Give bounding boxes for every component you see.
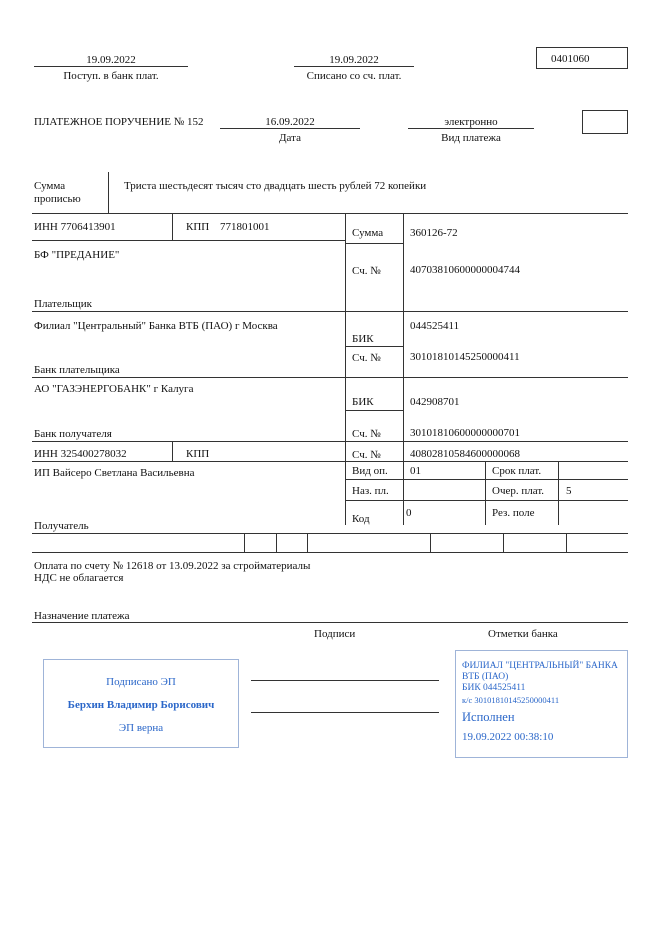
recipient-name: ИП Вайсеро Светлана Васильевна: [34, 467, 195, 479]
payer-role-label: Плательщик: [34, 298, 92, 310]
bank-stamp-line-2: ВТБ (ПАО): [462, 672, 509, 682]
budget-divider-5: [503, 533, 504, 552]
payer-bank-bik-label: БИК: [352, 333, 374, 345]
signature-line-2: [251, 712, 439, 713]
form-code-box: [536, 47, 628, 69]
recipient-inn-row-line: [32, 461, 345, 462]
budget-divider-3: [307, 533, 308, 552]
priority-value: 5: [566, 485, 572, 497]
payer-account-label: Сч. №: [352, 265, 381, 277]
payer-bank-role-label: Банк плательщика: [34, 364, 120, 376]
amount-words-label-2: прописью: [34, 193, 81, 205]
recipient-inn: ИНН 325400278032: [34, 448, 127, 460]
bank-stamp-datetime: 19.09.2022 00:38:10: [462, 731, 554, 743]
code-value: 0: [406, 507, 412, 519]
budget-divider-2: [276, 533, 277, 552]
recipient-row-line: [32, 533, 628, 534]
budget-row-line: [32, 552, 628, 553]
amount-words-divider: [108, 172, 109, 214]
amount-words-value: Триста шестьдесят тысяч сто двадцать шесть рублей 72 копейки: [124, 180, 427, 192]
budget-divider-6: [566, 533, 567, 552]
bank-stamp-status: Исполнен: [462, 710, 515, 724]
payer-bank-bik-line: [345, 346, 403, 347]
signature-stamp: [43, 659, 239, 748]
recipient-bank-row-line: [32, 441, 628, 442]
recipient-bank-bik-label: БИК: [352, 396, 374, 408]
received-date: 19.09.2022: [86, 54, 136, 66]
bank-stamp-line-4: к/с 30101810145250000411: [462, 695, 560, 705]
op-type-row-line: [345, 479, 628, 480]
debited-date: 19.09.2022: [329, 54, 379, 66]
order-date: 16.09.2022: [265, 116, 315, 128]
received-date-line: [34, 66, 188, 67]
purpose-label: Назначение платежа: [34, 610, 130, 622]
payer-bank-row-line: [32, 377, 628, 378]
order-date-label: Дата: [279, 132, 301, 144]
recipient-account-label: Сч. №: [352, 449, 381, 461]
order-date-line: [220, 128, 360, 129]
bank-stamp: [455, 650, 628, 758]
order-title: ПЛАТЕЖНОЕ ПОРУЧЕНИЕ № 152: [34, 116, 204, 128]
debited-date-line: [294, 66, 414, 67]
bank-stamp-line-3: БИК 044525411: [462, 683, 526, 693]
recipient-bank-account: 30101810600000000701: [410, 427, 520, 439]
payer-bank-account-label: Сч. №: [352, 352, 381, 364]
form-code: 0401060: [551, 53, 590, 65]
recipient-account-row-line: [345, 461, 628, 462]
payer-bank-name: Филиал "Центральный" Банка ВТБ (ПАО) г Москва: [34, 320, 278, 332]
payer-bank-bik: 044525411: [410, 320, 460, 332]
sum-value: 360126-72: [410, 227, 458, 239]
signatures-label: Подписи: [314, 628, 356, 640]
payer-bank-account: 30101810145250000411: [410, 351, 520, 363]
payer-inn: ИНН 7706413901: [34, 221, 116, 233]
priority-label: Очер. плат.: [492, 485, 545, 497]
recipient-bank-account-label: Сч. №: [352, 428, 381, 440]
signed-label: Подписано ЭП: [106, 676, 176, 688]
budget-divider-1: [244, 533, 245, 552]
purpose-code-label: Наз. пл.: [352, 485, 389, 497]
signature-line-1: [251, 680, 439, 681]
signature-verified: ЭП верна: [118, 722, 164, 734]
recipient-inn-divider: [172, 441, 173, 461]
op-type-value: 01: [410, 465, 421, 477]
bank-marks-label: Отметки банка: [488, 628, 558, 640]
signer-name: Берхин Владимир Борисович: [67, 699, 215, 711]
due-label: Срок плат.: [492, 465, 542, 477]
code-label: Код: [352, 513, 370, 525]
recipient-account: 40802810584600000068: [410, 448, 520, 460]
payment-type-code-box: [582, 110, 628, 134]
payer-name: БФ "ПРЕДАНИЕ": [34, 249, 120, 261]
debited-label: Списано со сч. плат.: [306, 70, 402, 82]
purpose-line-2: НДС не облагается: [34, 572, 124, 584]
recipient-kpp-label: КПП: [186, 448, 210, 460]
payer-kpp: 771801001: [220, 221, 270, 233]
payment-type: электронно: [444, 116, 498, 128]
purpose-row-line: [32, 622, 628, 623]
purpose-line-1: Оплата по счету № 12618 от 13.09.2022 за стройматериалы: [34, 560, 311, 572]
sum-row-line: [345, 243, 403, 244]
budget-divider-4: [430, 533, 431, 552]
recipient-role-label: Получатель: [34, 520, 89, 532]
payment-type-line: [408, 128, 534, 129]
row-line-amount: [32, 213, 628, 214]
recipient-bank-bik: 042908701: [410, 396, 460, 408]
payer-kpp-label: КПП: [186, 221, 210, 233]
tax-fields-divider-1: [485, 461, 486, 525]
payer-row-line: [32, 311, 628, 312]
payment-type-label: Вид платежа: [441, 132, 501, 144]
payer-inn-row-line: [32, 240, 345, 241]
recipient-bank-name: АО "ГАЗЭНЕРГОБАНК" г Калуга: [34, 383, 194, 395]
reserve-label: Рез. поле: [492, 507, 535, 519]
payer-account: 40703810600000004744: [410, 264, 520, 276]
payer-inn-divider: [172, 213, 173, 240]
purpose-code-row-line: [345, 500, 628, 501]
recipient-bank-role-label: Банк получателя: [34, 428, 112, 440]
op-type-label: Вид оп.: [352, 465, 388, 477]
recipient-bank-bik-line: [345, 410, 403, 411]
sum-label: Сумма: [352, 227, 384, 239]
tax-fields-divider-2: [558, 461, 559, 525]
received-label: Поступ. в банк плат.: [63, 70, 159, 82]
amount-words-label-1: Сумма: [34, 180, 66, 192]
bank-stamp-line-1: ФИЛИАЛ "ЦЕНТРАЛЬНЫЙ" БАНКА: [462, 661, 618, 671]
